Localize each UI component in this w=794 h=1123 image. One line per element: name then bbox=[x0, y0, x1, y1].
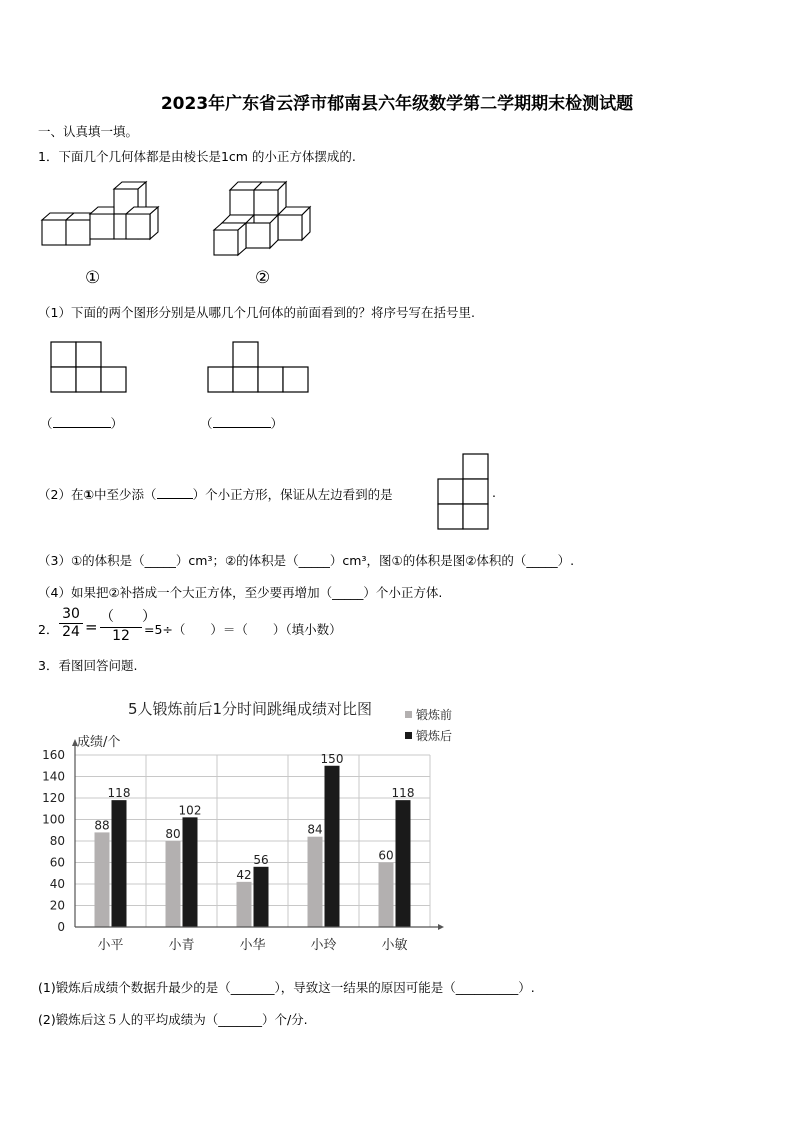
x-tick-label: 小华 bbox=[239, 938, 266, 953]
bar-锻炼前-小敏 bbox=[379, 863, 394, 928]
left-view-figure bbox=[437, 453, 491, 533]
y-tick-label: 20 bbox=[49, 898, 65, 913]
front-view-a bbox=[50, 341, 130, 396]
data-label: 118 bbox=[107, 786, 131, 801]
fraction-2-numerator[interactable]: （ ） bbox=[100, 609, 156, 625]
x-tick-label: 小敏 bbox=[381, 938, 408, 953]
front-view-b bbox=[207, 341, 313, 396]
fraction-1 bbox=[59, 606, 83, 640]
paren-close: ） bbox=[110, 416, 124, 431]
legend-entry: 锻炼前 bbox=[416, 708, 453, 722]
question-1-sub-3: （3）①的体积是（_____）cm³；②的体积是（_____）cm³，图①的体积是图②体积的（_____）. bbox=[38, 553, 575, 568]
answer-paren-b bbox=[200, 414, 283, 432]
sub-2-mid: 中至少添（ bbox=[94, 487, 157, 502]
question-3-sub-2: (2)锻炼后这５人的平均成绩为（_______）个/分. bbox=[38, 1012, 308, 1027]
paren-open: （ bbox=[200, 416, 213, 431]
y-tick-label: 100 bbox=[42, 812, 65, 827]
question-1-sub-1: （1）下面的两个图形分别是从哪几个几何体的前面看到的？将序号写在括号里. bbox=[38, 305, 475, 320]
y-tick-label: 140 bbox=[42, 769, 65, 784]
y-tick-label: 40 bbox=[49, 877, 65, 891]
fraction-2 bbox=[100, 606, 156, 644]
legend-swatch bbox=[405, 732, 412, 739]
bar-锻炼前-小平 bbox=[95, 832, 110, 927]
question-1-sub-2 bbox=[38, 485, 393, 503]
sub-2-suffix: ）个小正方形，保证从左边看到的是 bbox=[192, 487, 393, 502]
bar-锻炼后-小平 bbox=[112, 800, 127, 927]
question-1-stem: 1．下面几个几何体都是由棱长是1cm 的小正方体摆成的. bbox=[38, 149, 356, 164]
x-axis-arrow bbox=[438, 924, 444, 930]
x-tick-label: 小平 bbox=[97, 938, 124, 953]
bar-chart bbox=[35, 690, 465, 960]
section-heading: 一、认真填一填。 bbox=[38, 124, 139, 139]
question-2-num: 2． bbox=[38, 622, 59, 637]
x-tick-label: 小玲 bbox=[310, 938, 337, 953]
data-label: 42 bbox=[236, 867, 252, 882]
y-tick-label: 0 bbox=[57, 920, 65, 934]
fraction-1-numerator: 30 bbox=[62, 606, 80, 622]
data-label: 80 bbox=[165, 827, 181, 841]
paren-close: ） bbox=[270, 416, 284, 431]
answer-blank-a[interactable] bbox=[53, 415, 111, 428]
bar-锻炼后-小青 bbox=[183, 817, 198, 927]
chart-y-axis-label: 成绩/个 bbox=[77, 735, 121, 750]
cube-solid-2 bbox=[210, 178, 320, 258]
answer-blank-b[interactable] bbox=[213, 415, 271, 428]
data-label: 56 bbox=[253, 852, 269, 867]
question-3-stem: 3．看图回答问题. bbox=[38, 658, 138, 673]
data-label: 150 bbox=[320, 751, 344, 766]
solid-1-label: ① bbox=[85, 268, 101, 288]
answer-paren-a bbox=[40, 414, 123, 432]
y-tick-label: 60 bbox=[49, 855, 65, 870]
y-tick-label: 160 bbox=[42, 748, 65, 762]
legend-swatch bbox=[405, 711, 412, 718]
sub-2-period: . bbox=[492, 485, 496, 500]
y-tick-label: 80 bbox=[49, 834, 65, 848]
question-2-rest: =5÷（ ）＝（ ）（填小数） bbox=[144, 622, 342, 637]
bar-锻炼前-小玲 bbox=[308, 837, 323, 927]
fraction-2-denominator: 12 bbox=[100, 627, 142, 644]
question-3-sub-1: (1)锻炼后成绩个数据升最少的是（_______），导致这一结果的原因可能是（__________）. bbox=[38, 980, 535, 995]
data-label: 118 bbox=[391, 786, 415, 801]
data-label: 88 bbox=[94, 818, 110, 833]
legend-entry: 锻炼后 bbox=[416, 729, 453, 743]
paren-open: （ bbox=[40, 416, 53, 431]
question-1-sub-4: （4）如果把②补搭成一个大正方体，至少要再增加（_____）个小正方体. bbox=[38, 585, 443, 600]
data-label: 84 bbox=[307, 822, 323, 837]
data-label: 102 bbox=[178, 803, 202, 818]
bar-锻炼后-小玲 bbox=[325, 766, 340, 927]
x-tick-label: 小青 bbox=[168, 938, 195, 953]
fraction-1-denominator: 24 bbox=[59, 623, 83, 640]
y-tick-label: 120 bbox=[42, 791, 65, 805]
data-label: 60 bbox=[378, 848, 394, 863]
circled-1: ① bbox=[83, 487, 95, 502]
solid-2-label: ② bbox=[255, 268, 271, 288]
answer-blank-add[interactable] bbox=[157, 486, 193, 499]
page-title: 2023年广东省云浮市郁南县六年级数学第二学期期末检测试题 bbox=[160, 94, 634, 114]
bar-锻炼后-小华 bbox=[254, 867, 269, 927]
cube-solid-1 bbox=[40, 180, 165, 250]
chart-title: 5人锻炼前后1分时间跳绳成绩对比图 bbox=[127, 700, 373, 718]
sub-2-prefix: （2）在 bbox=[38, 487, 84, 502]
bar-锻炼前-小华 bbox=[237, 882, 252, 927]
bar-锻炼前-小青 bbox=[166, 841, 181, 927]
bar-锻炼后-小敏 bbox=[396, 800, 411, 927]
equals-sign: = bbox=[85, 618, 98, 636]
